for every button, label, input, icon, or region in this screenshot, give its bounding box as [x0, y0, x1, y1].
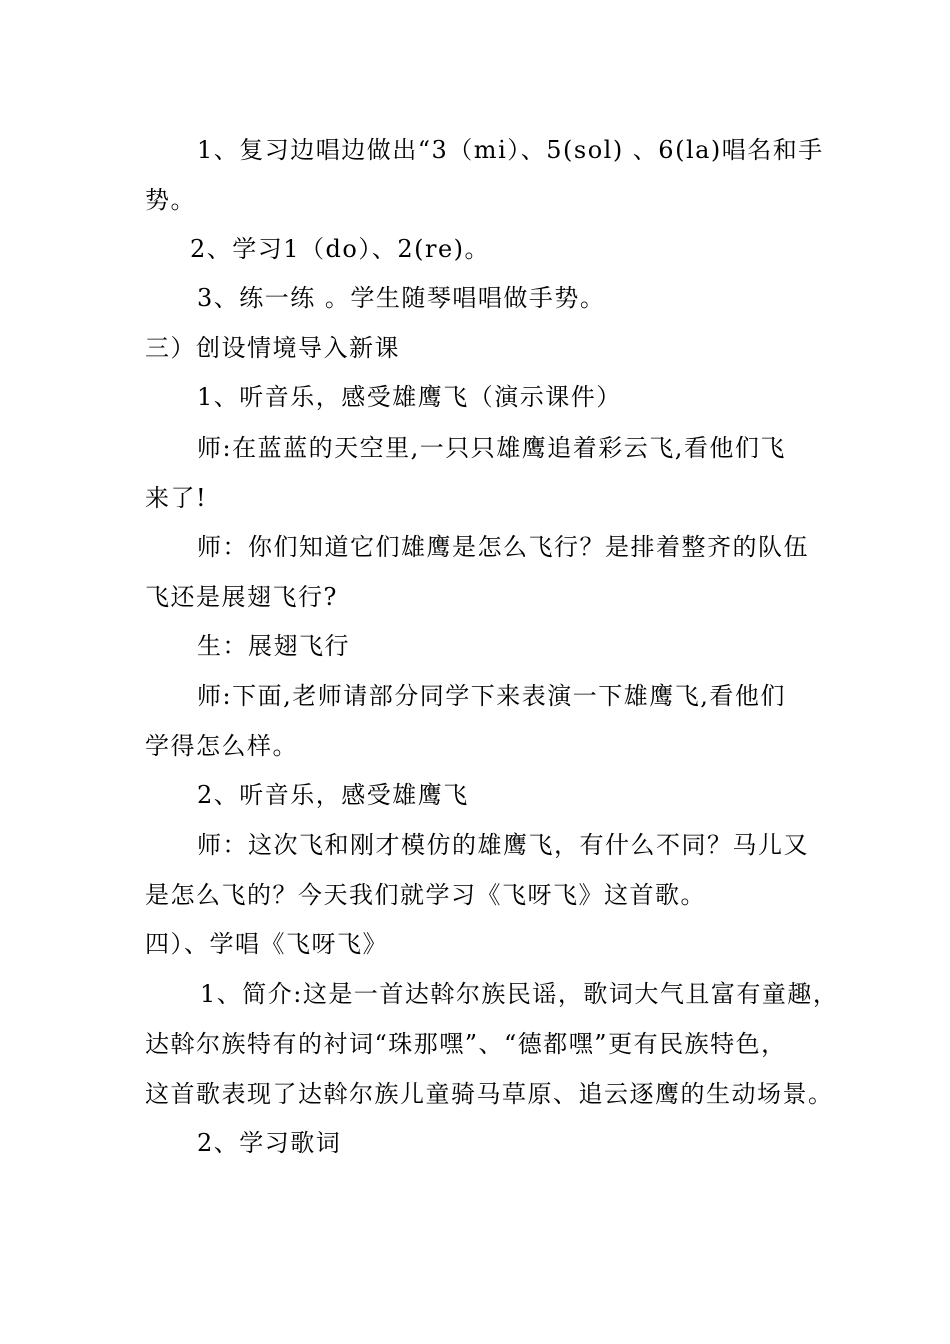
paragraph-learn-lyrics: 2、学习歌词	[197, 1129, 342, 1157]
paragraph-teacher-1: 师:在蓝蓝的天空里,一只只雄鹰追着彩云飞,看他们飞	[197, 434, 786, 462]
paragraph-review-solfege: 1、复习边唱边做出“3（mi）、5(sol) 、6(la)唱名和手	[197, 136, 824, 164]
paragraph-teacher-3: 师:下面,老师请部分同学下来表演一下雄鹰飞,看他们	[197, 682, 786, 710]
paragraph-teacher-2-cont: 飞还是展翅飞行?	[145, 583, 338, 611]
paragraph-teacher-1-cont: 来了!	[145, 484, 208, 512]
paragraph-review-solfege-cont: 势。	[145, 186, 196, 214]
paragraph-teacher-3-cont: 学得怎么样。	[145, 732, 298, 760]
paragraph-practice: 3、练一练 。学生随琴唱唱做手势。	[197, 284, 606, 312]
paragraph-learn-do-re: 2、学习1（do）、2(re)。	[190, 235, 491, 263]
paragraph-intro-cont-2: 这首歌表现了达斡尔族儿童骑马草原、追云逐鹰的生动场景。	[145, 1080, 834, 1108]
paragraph-intro-cont-1: 达斡尔族特有的衬词“珠那嘿”、“德都嘿”更有民族特色，	[145, 1030, 787, 1058]
section-heading-4: 四）、学唱《飞呀飞》	[145, 930, 388, 958]
section-heading-3: 三）创设情境导入新课	[145, 334, 400, 362]
paragraph-listen-music-1: 1、听音乐，感受雄鹰飞（演示课件）	[197, 383, 622, 411]
paragraph-intro: 1、简介:这是一首达斡尔族民谣，歌词大气且富有童趣，	[200, 980, 839, 1008]
paragraph-listen-music-2: 2、听音乐，感受雄鹰飞	[197, 781, 469, 809]
paragraph-student-answer: 生：展翅飞行	[197, 632, 350, 660]
paragraph-teacher-2: 师：你们知道它们雄鹰是怎么飞行？是排着整齐的队伍	[197, 533, 809, 561]
paragraph-teacher-4-cont: 是怎么飞的？今天我们就学习《飞呀飞》这首歌。	[145, 881, 706, 909]
paragraph-teacher-4: 师：这次飞和刚才模仿的雄鹰飞，有什么不同？马儿又	[197, 831, 809, 859]
